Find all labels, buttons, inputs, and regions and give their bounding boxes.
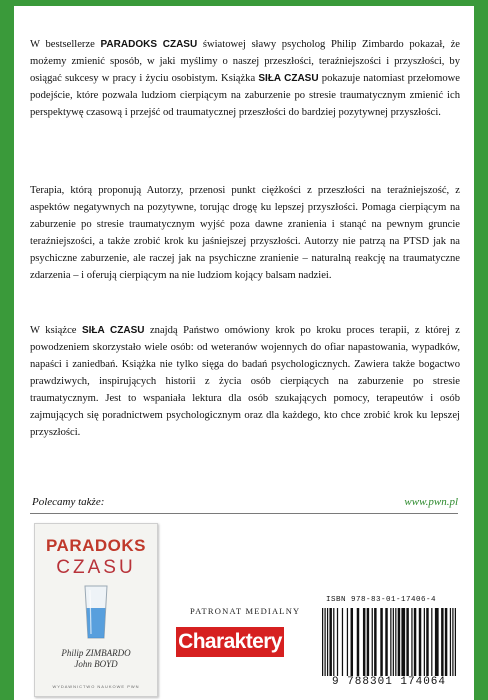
barcode-bar xyxy=(333,608,334,676)
barcode-bar xyxy=(322,608,323,676)
barcode-bar xyxy=(347,608,348,676)
cover-author-2: John BOYD xyxy=(74,659,118,669)
cover-title-line-1: PARADOKS xyxy=(45,536,147,555)
recommended-book-cover[interactable] xyxy=(34,523,158,697)
barcode-bar xyxy=(357,608,359,676)
description-paragraph-2: Terapia, którą proponują Autorzy, przenosi punkt ciężkości z przeszłości na teraźniejszość, z aspektów negatywnych na pozytywne, torując drogę ku lepszej przyszłości. Pomaga cierpiącym na zaburzenie po stresie traumatycznym wyjść poza dawne zranienia i stanąć na pewnym gruncie teraźniejszości, a także zrobić krok ku jaśniejszej przyszłości. Autorzy nie patrzą na PTSD jak na psychiczne zaburzenie, ale raczej jak na psychiczne zranienie – naturalną reakcję na traumatyczne zdarzenia – i oferują cierpiącym na nie ludziom kojący balsam nadziei. xyxy=(30,185,460,281)
isbn-text: ISBN 978-83-01-17406-4 xyxy=(326,596,437,604)
barcode-bar xyxy=(441,608,443,676)
barcode-bar xyxy=(342,608,343,676)
barcode-bar xyxy=(411,608,412,676)
divider xyxy=(30,513,458,514)
barcode-bar xyxy=(385,608,387,676)
barcode-bar xyxy=(424,608,425,676)
barcode-bar xyxy=(455,608,456,676)
barcode-bar xyxy=(327,608,328,676)
barcode-bar xyxy=(398,608,400,676)
description-paragraph-3: W książce SIŁA CZASU znajdą Państwo omówiony krok po kroku proces terapii, z której z powodzeniem skorzystało wiele osób: od weteranów wojennych do ofiar napastowania, wypadków, napaści i zaniedbań. Książka nie tylko sięga do badań psychologicznych. Zawiera także bogactwo prawdziwych, inspirujących historii z życia osób cierpiących na zaburzenie po stresie traumatycznym. Jest to wspaniała lektura dla osób szukających pomocy, terapeutów i osób zajmujących się poradnictwem psychologicznym oraz dla każdego, kto chce zrobić krok ku lepszej przyszłości. xyxy=(30,325,460,438)
barcode-bar xyxy=(374,608,376,676)
cover-publisher: WYDAWNICTWO NAUKOWE PWN xyxy=(52,684,140,689)
barcode-bar xyxy=(367,608,369,676)
ean-number: 9 788301 174064 xyxy=(314,676,464,688)
book-title-highlight: SIŁA CZASU xyxy=(258,73,319,84)
water-glass-icon xyxy=(83,584,109,640)
barcode-bar xyxy=(406,608,408,676)
barcode-bar xyxy=(401,608,405,676)
barcode-bar xyxy=(372,608,373,676)
barcode-bar xyxy=(395,608,396,676)
cover-title-line-2: CZASU xyxy=(56,557,136,578)
barcode-bar xyxy=(414,608,416,676)
barcode-bar xyxy=(351,608,353,676)
barcode-bar xyxy=(452,608,453,676)
barcode-bar xyxy=(324,608,325,676)
barcode-bar xyxy=(329,608,331,676)
barcode-bar xyxy=(363,608,365,676)
barcode-bar xyxy=(390,608,391,676)
barcode-bar xyxy=(445,608,447,676)
book-title-highlight: SIŁA CZASU xyxy=(81,325,145,336)
barcode-bar xyxy=(435,608,439,676)
description-paragraph-1: W bestsellerze PARADOKS CZASU światowej sławy psycholog Philip Zimbardo pokazał, że możemy zmienić sposób, w jaki myślimy o naszej przeszłości, teraźniejszości i przyszłości, by osiągać sukcesy w pracy i życiu osobistym. Książka SIŁA CZASU pokazuje natomiast przełomowe podejście, które pozwala ludziom cierpiącym na zaburzenie po stresie traumatycznym zmienić ich perspektywę czasową i przejść od traumatycznej przeszłości do bardziej pozytywnej przyszłości. xyxy=(30,39,460,118)
barcode-bar xyxy=(426,608,428,676)
barcode-bar xyxy=(419,608,421,676)
book-title-highlight: PARADOKS CZASU xyxy=(100,39,198,50)
cover-author-1: Philip ZIMBARDO xyxy=(61,648,131,658)
recommend-label: Polecamy także: xyxy=(32,496,105,508)
barcode-bar xyxy=(337,608,338,676)
barcode-bar xyxy=(431,608,432,676)
barcode-bar xyxy=(450,608,451,676)
barcode-bar xyxy=(393,608,394,676)
back-cover xyxy=(14,6,474,700)
publisher-website[interactable]: www.pwn.pl xyxy=(404,496,458,508)
barcode-bar xyxy=(380,608,382,676)
cover-authors xyxy=(35,648,157,670)
charaktery-logo: Charaktery xyxy=(176,627,284,657)
media-patronage-label: PATRONAT MEDIALNY xyxy=(190,606,301,616)
